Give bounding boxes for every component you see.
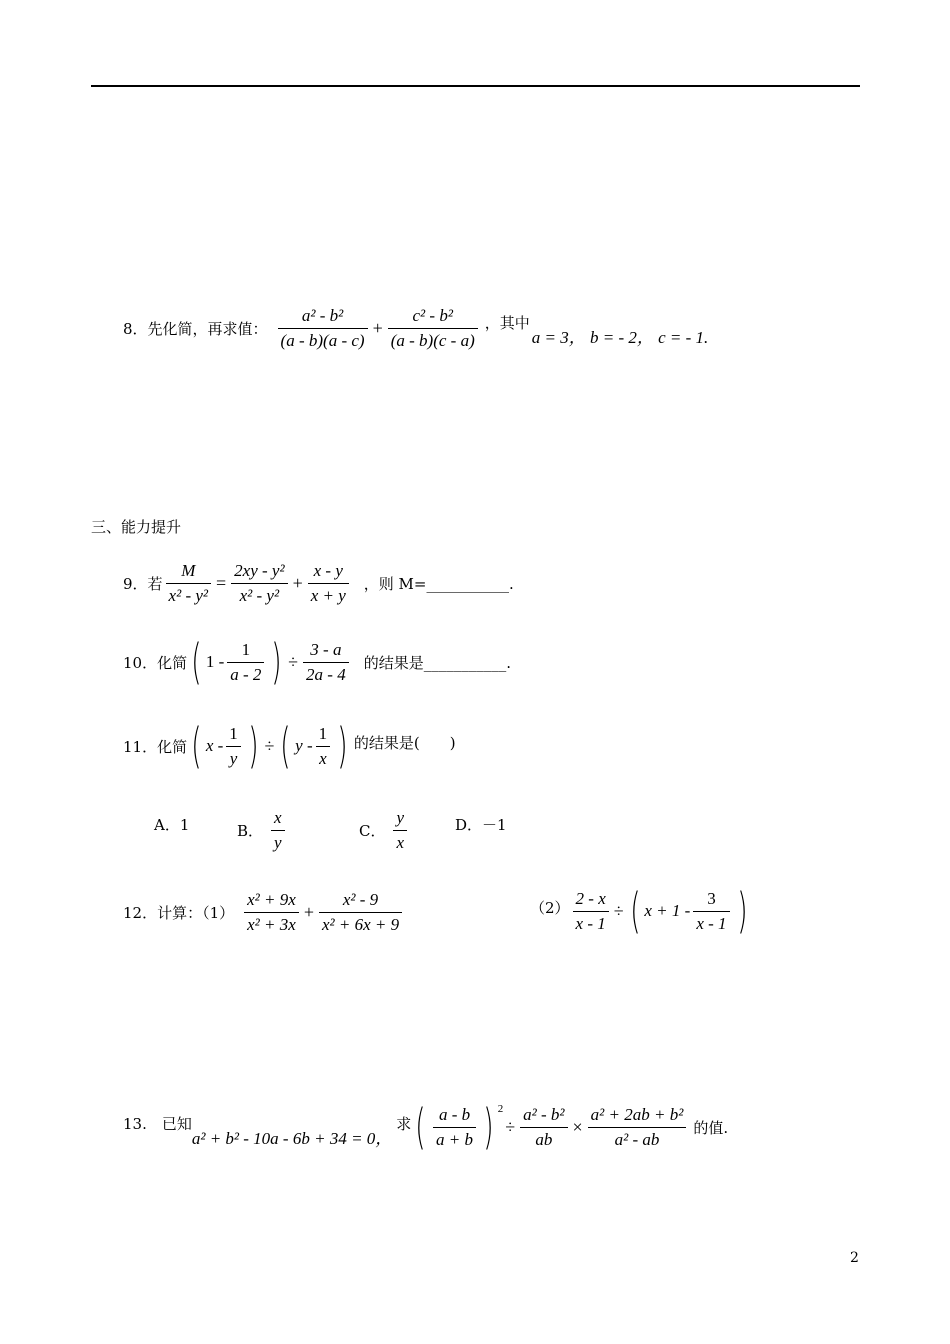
q12-b-denominator: x² + 6x + 9 [319, 912, 402, 935]
q8-values: a = 3， b = - 2， c = - 1. [531, 328, 709, 347]
q11-choice-c[interactable] [359, 808, 410, 853]
q11-choice-a-text: A．1 [154, 816, 190, 834]
q11-label: 11．化简 [123, 737, 188, 756]
q9-lhs-denominator: x² - y² [166, 583, 211, 606]
q12-fraction-c [573, 889, 609, 934]
q11-left-paren-1: ( [191, 718, 202, 774]
q13-f-denominator: a + b [433, 1127, 476, 1150]
question-10 [123, 634, 511, 690]
q11-choice-b-numerator: x [274, 808, 282, 827]
q13-right-paren: ) [483, 1099, 494, 1155]
q8-fraction-1 [278, 306, 368, 351]
q11-tail: 的结果是( ) [353, 734, 456, 752]
q10-left-paren: ( [191, 634, 202, 690]
q10-f-denominator: a - 2 [227, 662, 264, 685]
q8-where: ，其中 [484, 314, 530, 332]
q12-c-denominator: x - 1 [573, 911, 609, 934]
q12-fraction-a [244, 890, 299, 935]
q11-choice-d-text: D．－1 [455, 816, 507, 834]
q13-g-denominator: ab [520, 1127, 567, 1150]
q11-choice-b[interactable] [237, 808, 288, 853]
q13-ask: 求 [396, 1115, 412, 1133]
q9-lhs-numerator: M [181, 561, 196, 580]
q13-fraction-f [433, 1105, 476, 1150]
q12-a-numerator: x² + 9x [247, 890, 296, 909]
q11-right-paren-2: ) [337, 718, 348, 774]
q11-choice-c-label: C． [359, 822, 386, 840]
q9-r1-numerator: 2xy - y² [234, 561, 285, 580]
q10-g-denominator: 2a - 4 [303, 662, 349, 685]
q13-times: × [572, 1116, 583, 1137]
q13-square: 2 [497, 1103, 504, 1115]
q11-choice-c-numerator: y [396, 808, 405, 827]
q13-label: 13. 已知 [123, 1115, 192, 1133]
q12-part2-label: （2） [530, 899, 570, 917]
q12-left-paren: ( [629, 883, 641, 939]
q11-part-1: x - [205, 736, 224, 755]
q8-label: 8．先化简，再求值： [123, 320, 268, 338]
q12-label: 12．计算：（1） [123, 904, 235, 922]
q11-divide: ÷ [264, 735, 275, 756]
q9-fraction-2 [308, 561, 349, 606]
q8-fraction-2 [388, 306, 478, 351]
q8-f2-denominator: (a - b)(c - a) [388, 328, 478, 351]
question-9 [123, 561, 514, 606]
q11-choice-a[interactable] [154, 814, 189, 835]
q9-r2-denominator: x + y [308, 583, 349, 606]
q10-fraction-2 [303, 640, 349, 685]
q13-fraction-h [588, 1105, 687, 1150]
q11-f2-numerator: 1 [318, 723, 328, 743]
question-13 [123, 1099, 729, 1155]
q13-fraction-g [520, 1105, 567, 1150]
question-8 [123, 306, 708, 351]
q10-label: 10．化简 [123, 653, 188, 672]
q11-choice-b-denominator: y [271, 830, 285, 853]
q10-right-paren: ) [271, 634, 282, 690]
q11-fraction-2 [316, 724, 331, 769]
q10-g-numerator: 3 - a [310, 639, 342, 659]
q13-left-paren: ( [415, 1099, 426, 1155]
q13-tail: 的值. [693, 1118, 729, 1137]
q10-fraction-1 [227, 640, 264, 685]
q12-b-numerator: x² - 9 [342, 890, 379, 909]
q13-condition: a² + b² - 10a - 6b + 34 = 0， [191, 1128, 393, 1148]
q9-label: 9．若 [123, 575, 163, 593]
q12-divide: ÷ [613, 900, 624, 921]
q12-plus: + [303, 902, 314, 922]
q13-h-denominator: a² - ab [588, 1127, 687, 1150]
q8-f1-numerator: a² - b² [301, 306, 344, 325]
question-11 [123, 718, 456, 774]
q12-right-paren: ) [736, 883, 748, 939]
q9-tail: ，则 M=___________. [363, 575, 514, 593]
q11-part-2: y - [295, 736, 313, 755]
q13-divide: ÷ [505, 1116, 516, 1137]
q10-inner: 1 - [205, 652, 225, 671]
question-12-part-2 [530, 883, 751, 939]
q12-d-denominator: x - 1 [693, 911, 729, 934]
header-rule [91, 85, 860, 87]
q12-fraction-b [319, 890, 402, 935]
q11-f1-numerator: 1 [229, 723, 238, 743]
q11-choice-b-fraction [271, 808, 285, 853]
q10-divide: ÷ [288, 651, 299, 672]
q12-d-numerator: 3 [707, 888, 716, 908]
q10-tail: 的结果是___________. [363, 653, 511, 672]
q13-h-numerator: a² + 2ab + b² [590, 1104, 684, 1124]
q9-lhs-fraction [166, 561, 211, 606]
q11-f2-denominator: x [316, 746, 331, 769]
q8-f2-numerator: c² - b² [412, 306, 453, 325]
q13-f-numerator: a - b [438, 1104, 471, 1124]
q9-equals: = [216, 573, 227, 593]
q10-f-numerator: 1 [241, 639, 251, 659]
q8-plus: + [372, 318, 383, 338]
q11-fraction-1 [226, 724, 241, 769]
q11-right-paren-1: ) [248, 718, 259, 774]
q11-choice-b-label: B． [237, 822, 264, 840]
q12-c-numerator: 2 - x [575, 888, 606, 908]
page-number: 2 [850, 1250, 859, 1266]
q12-a-denominator: x² + 3x [244, 912, 299, 935]
q9-plus: + [292, 573, 303, 593]
question-12-part-1 [123, 890, 405, 935]
q11-choice-c-denominator: x [393, 830, 407, 853]
q9-r2-numerator: x - y [313, 561, 343, 580]
q11-left-paren-2: ( [280, 718, 291, 774]
q11-choice-c-fraction [393, 808, 407, 853]
q12-fraction-d [693, 889, 729, 934]
q11-f1-denominator: y [226, 746, 241, 769]
q13-g-numerator: a² - b² [523, 1104, 565, 1124]
q11-choice-d[interactable] [455, 814, 507, 835]
q9-r1-denominator: x² - y² [231, 583, 287, 606]
section-title: 三、能力提升 [91, 518, 182, 536]
q8-f1-denominator: (a - b)(a - c) [278, 328, 368, 351]
q9-fraction-1 [231, 561, 287, 606]
q12-inner: x + 1 - [644, 901, 691, 920]
